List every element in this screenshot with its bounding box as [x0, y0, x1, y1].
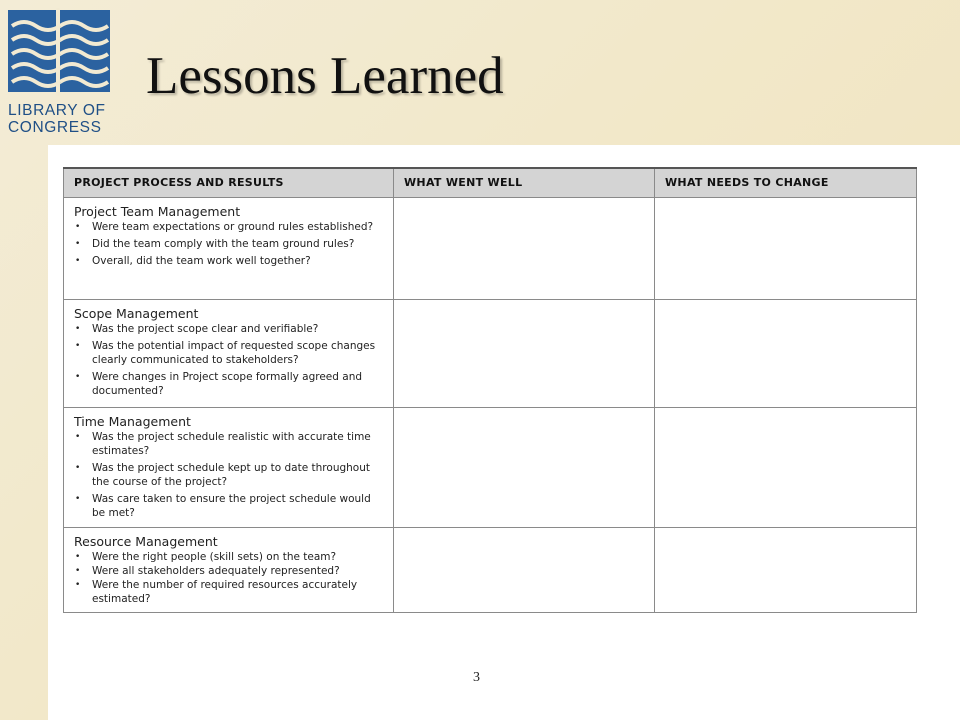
question-item: • Were team expectations or ground rules established? — [74, 220, 385, 234]
went-well-cell[interactable] — [394, 527, 655, 612]
question-list — [74, 322, 385, 398]
question-list — [74, 550, 385, 606]
logo-text — [8, 102, 116, 136]
topic-title: Resource Management — [74, 533, 218, 549]
question-item: • Were the right people (skill sets) on the team? — [74, 550, 385, 564]
question-item: • Were changes in Project scope formally agreed and documented? — [74, 370, 385, 398]
question-item: • Was the project schedule kept up to date throughout the course of the project? — [74, 461, 385, 489]
topic-title: Time Management — [74, 413, 191, 429]
needs-change-cell[interactable] — [655, 407, 917, 527]
table-row — [64, 197, 917, 299]
topic-cell — [64, 197, 394, 299]
question-item: • Was the project schedule realistic with accurate time estimates? — [74, 430, 385, 458]
went-well-cell[interactable] — [394, 299, 655, 407]
needs-change-cell[interactable] — [655, 527, 917, 612]
question-list — [74, 430, 385, 520]
column-header-process: PROJECT PROCESS AND RESULTS — [64, 168, 394, 197]
document-sheet — [48, 145, 960, 720]
library-of-congress-logo — [6, 6, 112, 138]
needs-change-cell[interactable] — [655, 299, 917, 407]
topic-title: Scope Management — [74, 305, 199, 321]
logo-line-2: CONGRESS — [8, 119, 102, 136]
topic-title: Project Team Management — [74, 203, 241, 219]
went-well-cell[interactable] — [394, 197, 655, 299]
went-well-cell[interactable] — [394, 407, 655, 527]
column-header-needs-change: WHAT NEEDS TO CHANGE — [655, 168, 917, 197]
question-item: • Was care taken to ensure the project schedule would be met? — [74, 492, 385, 520]
question-list — [74, 220, 385, 268]
topic-cell — [64, 527, 394, 612]
column-header-went-well: WHAT WENT WELL — [394, 168, 655, 197]
question-item: • Was the potential impact of requested scope changes clearly communicated to stakeholders? — [74, 339, 385, 367]
open-book-waves-icon — [6, 6, 112, 98]
logo-line-1: LIBRARY OF — [8, 102, 106, 119]
needs-change-cell[interactable] — [655, 197, 917, 299]
lessons-learned-table — [63, 167, 917, 613]
table-row — [64, 299, 917, 407]
table-row — [64, 527, 917, 612]
page-number: 3 — [473, 670, 480, 685]
slide-title: Lessons Learned — [146, 47, 504, 105]
topic-cell — [64, 407, 394, 527]
table-header-row — [64, 168, 917, 197]
topic-cell — [64, 299, 394, 407]
table-row — [64, 407, 917, 527]
question-item: • Did the team comply with the team ground rules? — [74, 237, 385, 251]
question-item: • Was the project scope clear and verifiable? — [74, 322, 385, 336]
question-item: • Were all stakeholders adequately represented? — [74, 564, 385, 578]
question-item: • Were the number of required resources accurately estimated? — [74, 578, 385, 606]
question-item: • Overall, did the team work well together? — [74, 254, 385, 268]
